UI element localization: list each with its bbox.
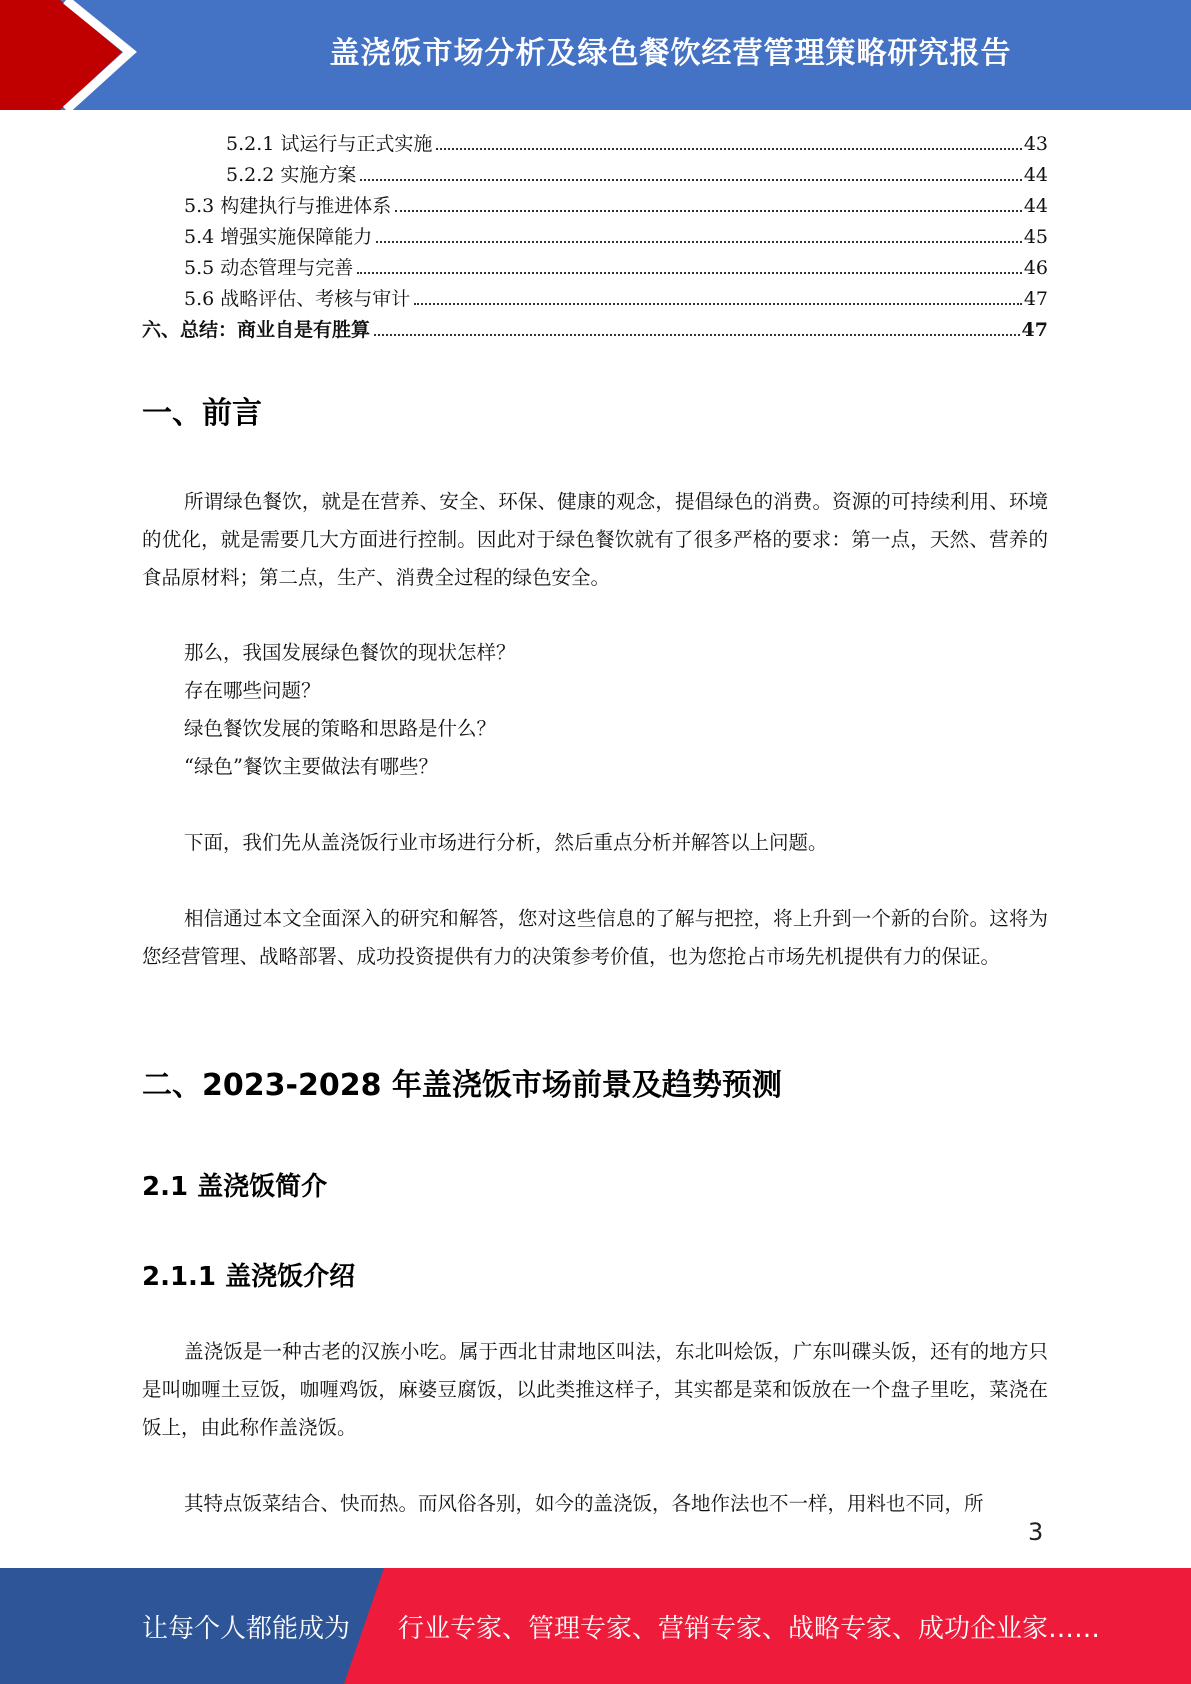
preface-paragraph-1: 所谓绿色餐饮，就是在营养、安全、环保、健康的观念，提倡绿色的消费。资源的可持续利用、环境的优化，就是需要几大方面进行控制。因此对于绿色餐饮就有了很多严格的要求：第一点，天然、营养的食品原材料；第二点，生产、消费全过程的绿色安全。 [142, 490, 1048, 589]
toc-dot-leader [374, 334, 1020, 336]
subsubsection-heading-intro: 2.1.1 盖浇饭介绍 [142, 1262, 356, 1292]
toc-entry[interactable] [142, 315, 1048, 346]
toc-entry-number: 5.5 [184, 257, 215, 279]
question-line: 存在哪些问题？ [184, 679, 321, 702]
question-line: “绿色”餐饮主要做法有哪些？ [184, 755, 438, 778]
toc-dot-leader [376, 241, 1022, 243]
preface-paragraph-3: 相信通过本文全面深入的研究和解答，您对这些信息的了解与把控，将上升到一个新的台阶。这将为您经营管理、战略部署、成功投资提供有力的决策参考价值，也为您抢占市场先机提供有力的保证。 [142, 907, 1048, 968]
toc-dot-leader [436, 148, 1021, 150]
footer-slogan-left: 让每个人都能成为 [142, 1613, 351, 1644]
intro-paragraph-1: 盖浇饭是一种古老的汉族小吃。属于西北甘肃地区叫法，东北叫烩饭，广东叫碟头饭，还有的地方只是叫咖喱土豆饭，咖喱鸡饭，麻婆豆腐饭，以此类推这样子，其实都是菜和饭放在一个盘子里吃，菜浇在饭上，由此称作盖浇饭。 [142, 1340, 1048, 1439]
toc-entry-title: 六、总结：商业自是有胜算 [142, 319, 371, 341]
header-arrow-decoration [0, 0, 160, 110]
toc-entry-title: 战略评估、考核与审计 [220, 288, 411, 310]
toc-entry-number: 5.4 [184, 226, 215, 248]
section-heading-forecast: 二、2023-2028 年盖浇饭市场前景及趋势预测 [142, 1068, 782, 1103]
toc-entry[interactable] [142, 160, 1048, 191]
toc-dot-leader [395, 210, 1022, 212]
footer-slogan-right: 行业专家、管理专家、营销专家、战略专家、成功企业家…… [398, 1613, 1101, 1644]
toc-entry-title: 实施方案 [280, 164, 357, 186]
toc-entry[interactable] [142, 284, 1048, 315]
toc-entry-page: 43 [1023, 133, 1048, 155]
toc-entry-page: 45 [1023, 226, 1048, 248]
page-number: 3 [1028, 1518, 1044, 1546]
toc-entry[interactable] [142, 253, 1048, 284]
subsection-heading-intro: 2.1 盖浇饭简介 [142, 1172, 328, 1202]
toc-entry-number: 5.2.1 [226, 133, 275, 155]
question-line: 那么，我国发展绿色餐饮的现状怎样？ [184, 641, 516, 664]
table-of-contents [142, 129, 1048, 346]
toc-entry-title: 试运行与正式实施 [280, 133, 433, 155]
toc-entry-page: 47 [1023, 288, 1048, 310]
report-title: 盖浇饭市场分析及绿色餐饮经营管理策略研究报告 [329, 36, 1012, 71]
toc-entry-page: 46 [1023, 257, 1048, 279]
toc-entry-page: 47 [1021, 319, 1048, 341]
toc-entry[interactable] [142, 129, 1048, 160]
toc-entry-page: 44 [1023, 195, 1048, 217]
toc-dot-leader [357, 272, 1022, 274]
toc-entry[interactable] [142, 222, 1048, 253]
toc-dot-leader [414, 303, 1022, 305]
toc-entry-title: 构建执行与推进体系 [220, 195, 392, 217]
toc-entry-page: 44 [1023, 164, 1048, 186]
toc-entry-number: 5.2.2 [226, 164, 275, 186]
toc-entry-title: 动态管理与完善 [220, 257, 354, 279]
toc-entry-number: 5.3 [184, 195, 215, 217]
intro-paragraph-2: 其特点饭菜结合、快而热。而风俗各别，如今的盖浇饭，各地作法也不一样，用料也不同，所 [184, 1492, 984, 1515]
section-heading-preface: 一、前言 [142, 396, 262, 431]
preface-paragraph-2: 下面，我们先从盖浇饭行业市场进行分析，然后重点分析并解答以上问题。 [184, 831, 828, 854]
toc-entry-title: 增强实施保障能力 [220, 226, 373, 248]
toc-entry-number: 5.6 [184, 288, 215, 310]
toc-dot-leader [360, 179, 1021, 181]
question-line: 绿色餐饮发展的策略和思路是什么？ [184, 717, 497, 740]
header-banner [0, 0, 1191, 110]
footer-banner [0, 1568, 1191, 1684]
toc-entry[interactable] [142, 191, 1048, 222]
